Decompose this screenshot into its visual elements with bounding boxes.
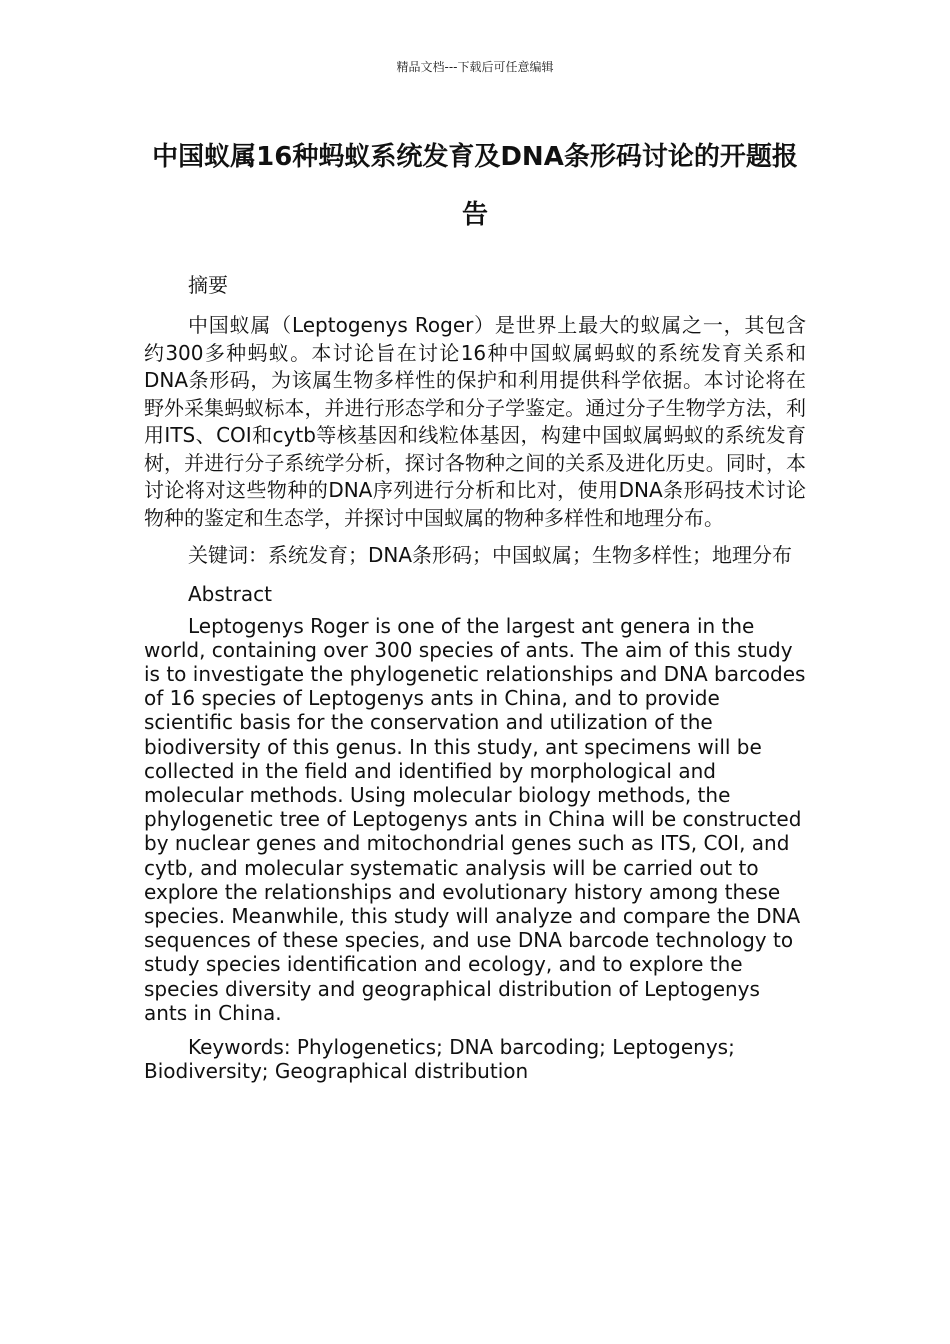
document-body	[144, 270, 806, 1093]
keywords-en: Keywords: Phylogenetics; DNA barcoding; Leptogenys; Biodiversity; Geographical distribution	[144, 1034, 735, 1084]
abstract-heading-en: Abstract	[188, 581, 272, 606]
keywords-zh: 关键词：系统发育；DNA条形码；中国蚁属；生物多样性；地理分布	[188, 543, 793, 567]
abstract-heading-zh: 摘要	[188, 273, 228, 297]
abstract-body-zh: 中国蚁属（Leptogenys Roger）是世界上最大的蚁属之一，其包含约300多种蚂蚁。本讨论旨在讨论16种中国蚁属蚂蚁的系统发育关系和DNA条形码，为该属生物多样性的保护和利用提供科学依据。本讨论将在野外采集蚂蚁标本，并进行形态学和分子学鉴定。通过分子生物学方法，利用ITS、COI和cytb等核基因和线粒体基因，构建中国蚁属蚂蚁的系统发育树，并进行分子系统学分析，探讨各物种之间的关系及进化历史。同时，本讨论将对这些物种的DNA序列进行分析和比对，使用DNA条形码技术讨论物种的鉴定和生态学，并探讨中国蚁属的物种多样性和地理分布。	[144, 313, 806, 530]
abstract-body-en: Leptogenys Roger is one of the largest ant genera in the world, containing over 300 species of ants. The aim of this study is to investigate the phylogenetic relationships and DNA barcodes of 16 species of Leptogenys ants in China, and to provide scientific basis for the conservation and utilization of the biodiversity of this genus. In this study, ant specimens will be collected in the field and identified by morphological and molecular methods. Using molecular biology methods, the phylogenetic tree of Leptogenys ants in China will be constructed by nuclear genes and mitochondrial genes such as ITS, COI, and cytb, and molecular systematic analysis will be carried out to explore the relationships and evolutionary history among these species. Meanwhile, this study will analyze and compare the DNA sequences of these species, and use DNA barcode technology to study species identification and ecology, and to explore the species diversity and geographical distribution of Leptogenys ants in China.	[144, 613, 806, 1025]
document-title: 中国蚁属16种蚂蚁系统发育及DNA条形码讨论的开题报告	[152, 142, 798, 230]
page-header-note: 精品文档---下载后可任意编辑	[396, 60, 554, 74]
